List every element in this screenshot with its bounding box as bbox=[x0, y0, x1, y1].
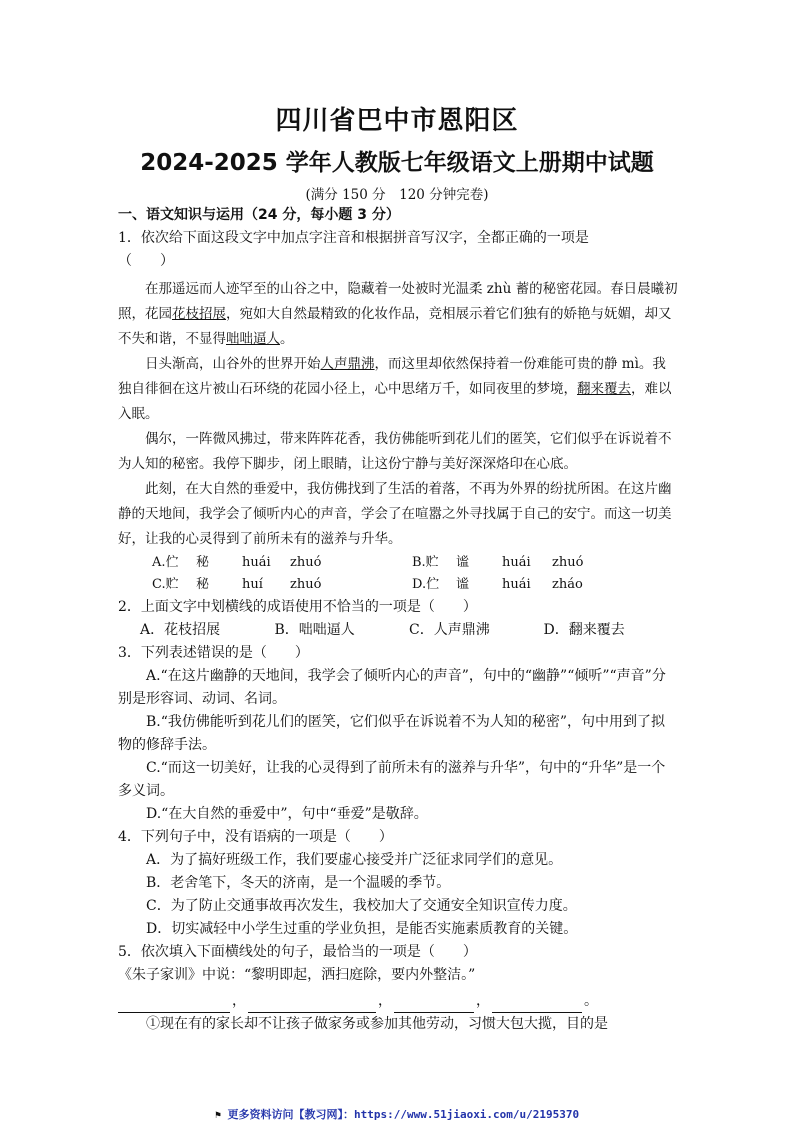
idiom-underlined: 花枝招展 bbox=[172, 306, 226, 322]
question-4-option-d: D．切实减轻中小学生过重的学业负担，是能否实施素质教育的关键。 bbox=[146, 921, 578, 937]
idiom-underlined: 咄咄逼人 bbox=[226, 331, 280, 347]
question-5-quote: 《朱子家训》中说：“黎明即起，洒扫庭除，要内外整洁。” bbox=[118, 967, 476, 983]
question-3-option-c: C.“而这一切美好，让我的心灵得到了前所未有的滋养与升华”，句中的“升华”是一个多义词。 bbox=[118, 760, 666, 799]
question-1-paren: （ ） bbox=[118, 253, 174, 269]
option-c-char1: C.贮 bbox=[152, 577, 179, 592]
passage-paragraph-2 bbox=[118, 352, 678, 427]
option-d-char1: D.伫 bbox=[412, 577, 440, 592]
passage-text: ，而这里却依然保持着一份难能可贵的静 mì。我独自徘徊在这片被山石环绕的花园小径上，心中思绪万千，如同夜里的梦境， bbox=[118, 356, 666, 397]
exam-title-region: 四川省巴中市恩阳区 bbox=[275, 106, 519, 136]
footer-link[interactable] bbox=[0, 1106, 794, 1122]
blank-separator: ， bbox=[378, 993, 392, 1009]
question-3-option-d: D.“在大自然的垂爱中”，句中“垂爱”是敬辞。 bbox=[146, 806, 428, 822]
footer-text: 更多资料访问【教习网】：https://www.51jiaoxi.com/u/2195370 bbox=[227, 1108, 580, 1121]
blank-separator: 。 bbox=[584, 993, 598, 1009]
question-5-blanks bbox=[118, 987, 678, 1013]
exam-title-main: 2024-2025 学年人教版七年级语文上册期中试题 bbox=[140, 150, 654, 176]
question-1-options-row-1 bbox=[118, 552, 678, 574]
option-a-pinyin1: huái bbox=[242, 555, 271, 570]
fill-blank-3[interactable] bbox=[394, 996, 474, 1013]
passage-paragraph-3: 偶尔，一阵微风拂过，带来阵阵花香，我仿佛能听到花儿们的匿笑，它们似乎在诉说着不为人知的秘密。我停下脚步，闭上眼睛，让这份宁静与美好深深烙印在心底。 bbox=[118, 431, 672, 472]
passage-text: 。 bbox=[280, 331, 294, 347]
passage-paragraph-4: 此刻，在大自然的垂爱中，我仿佛找到了生活的着落，不再为外界的纷扰所困。在这片幽静的天地间，我学会了倾听内心的声音，学会了在喧嚣之外寻找属于自己的安宁。而这一切美好，让我的心灵得到了前所未有的滋养与升华。 bbox=[118, 481, 672, 547]
option-d: D．翻来覆去 bbox=[543, 622, 625, 638]
option-b-char1: B.贮 bbox=[412, 555, 439, 570]
flag-icon: ⚑ bbox=[214, 1110, 221, 1121]
blank-separator: ， bbox=[476, 993, 490, 1009]
passage-text: ，宛如大自然最精致的化妆作品，竞相展示着它们独有的娇艳与妩媚，却又不失和谐，不显得 bbox=[118, 306, 672, 347]
option-a-pinyin2: zhuó bbox=[290, 555, 322, 570]
option-b-char2: 谧 bbox=[456, 555, 470, 570]
question-2-stem: 2．上面文字中划横线的成语使用不恰当的一项是（ ） bbox=[118, 599, 477, 615]
option-c-char2: 秘 bbox=[196, 577, 210, 592]
option-d-char2: 谧 bbox=[456, 577, 470, 592]
question-4-option-a: A．为了搞好班级工作，我们要虚心接受并广泛征求同学们的意见。 bbox=[146, 852, 563, 868]
section-heading: 一、语文知识与运用（24 分，每小题 3 分） bbox=[118, 207, 400, 223]
option-c-pinyin2: zhuó bbox=[290, 577, 322, 592]
fill-blank-1[interactable] bbox=[118, 996, 230, 1013]
question-1 bbox=[118, 227, 678, 273]
passage-paragraph-1 bbox=[118, 277, 678, 352]
option-b-pinyin1: huái bbox=[502, 555, 531, 570]
question-2-options bbox=[118, 619, 678, 642]
passage-text: 在那遥远而人迹罕至的山谷之中，隐藏着一处被时光温柔 zhù 蓄的秘密花园。春日晨曦初照，花园 bbox=[118, 281, 678, 322]
question-3-option-b: B.“我仿佛能听到花儿们的匿笑，它们似乎在诉说着不为人知的秘密”，句中用到了拟物的修辞手法。 bbox=[118, 714, 666, 753]
idiom-underlined: 翻来覆去 bbox=[577, 381, 631, 397]
option-a: A．花枝招展 bbox=[140, 622, 221, 638]
question-5-stem: 5．依次填入下面横线处的句子，最恰当的一项是（ ） bbox=[118, 944, 477, 960]
option-b: B．咄咄逼人 bbox=[274, 622, 355, 638]
exam-content bbox=[118, 204, 678, 1036]
option-d-pinyin2: zháo bbox=[552, 577, 583, 592]
exam-subtitle: (满分 150 分 120 分钟完卷) bbox=[305, 187, 489, 203]
option-c-pinyin1: huí bbox=[242, 577, 263, 592]
question-3-option-a: A.“在这片幽静的天地间，我学会了倾听内心的声音”，句中的“幽静”“倾听”“声音”分别是形容词、动词、名词。 bbox=[118, 668, 666, 707]
option-b-pinyin2: zhuó bbox=[552, 555, 584, 570]
fill-blank-4[interactable] bbox=[492, 996, 582, 1013]
passage-text: ，难以入眠。 bbox=[118, 381, 672, 422]
option-a-char2: 秘 bbox=[196, 555, 210, 570]
fill-blank-2[interactable] bbox=[248, 996, 376, 1013]
question-4-option-b: B．老舍笔下，冬天的济南，是一个温暖的季节。 bbox=[146, 875, 451, 891]
question-3-stem: 3．下列表述错误的是（ ） bbox=[118, 645, 309, 661]
blank-separator: ， bbox=[232, 993, 246, 1009]
idiom-underlined: 人声鼎沸 bbox=[320, 356, 375, 372]
option-c: C．人声鼎沸 bbox=[409, 622, 490, 638]
question-1-stem: 1．依次给下面这段文字中加点字注音和根据拼音写汉字，全都正确的一项是 bbox=[118, 230, 589, 246]
question-5-item-1: ①现在有的家长却不让孩子做家务或参加其他劳动，习惯大包大揽，目的是 bbox=[146, 1016, 608, 1032]
question-4-option-c: C．为了防止交通事故再次发生，我校加大了交通安全知识宣传力度。 bbox=[146, 898, 577, 914]
passage-text: 日头渐高，山谷外的世界开始 bbox=[145, 356, 321, 372]
question-4-stem: 4．下列句子中，没有语病的一项是（ ） bbox=[118, 829, 393, 845]
option-d-pinyin1: huái bbox=[502, 577, 531, 592]
question-1-options-row-2 bbox=[118, 574, 678, 596]
option-a-char1: A.伫 bbox=[152, 555, 179, 570]
